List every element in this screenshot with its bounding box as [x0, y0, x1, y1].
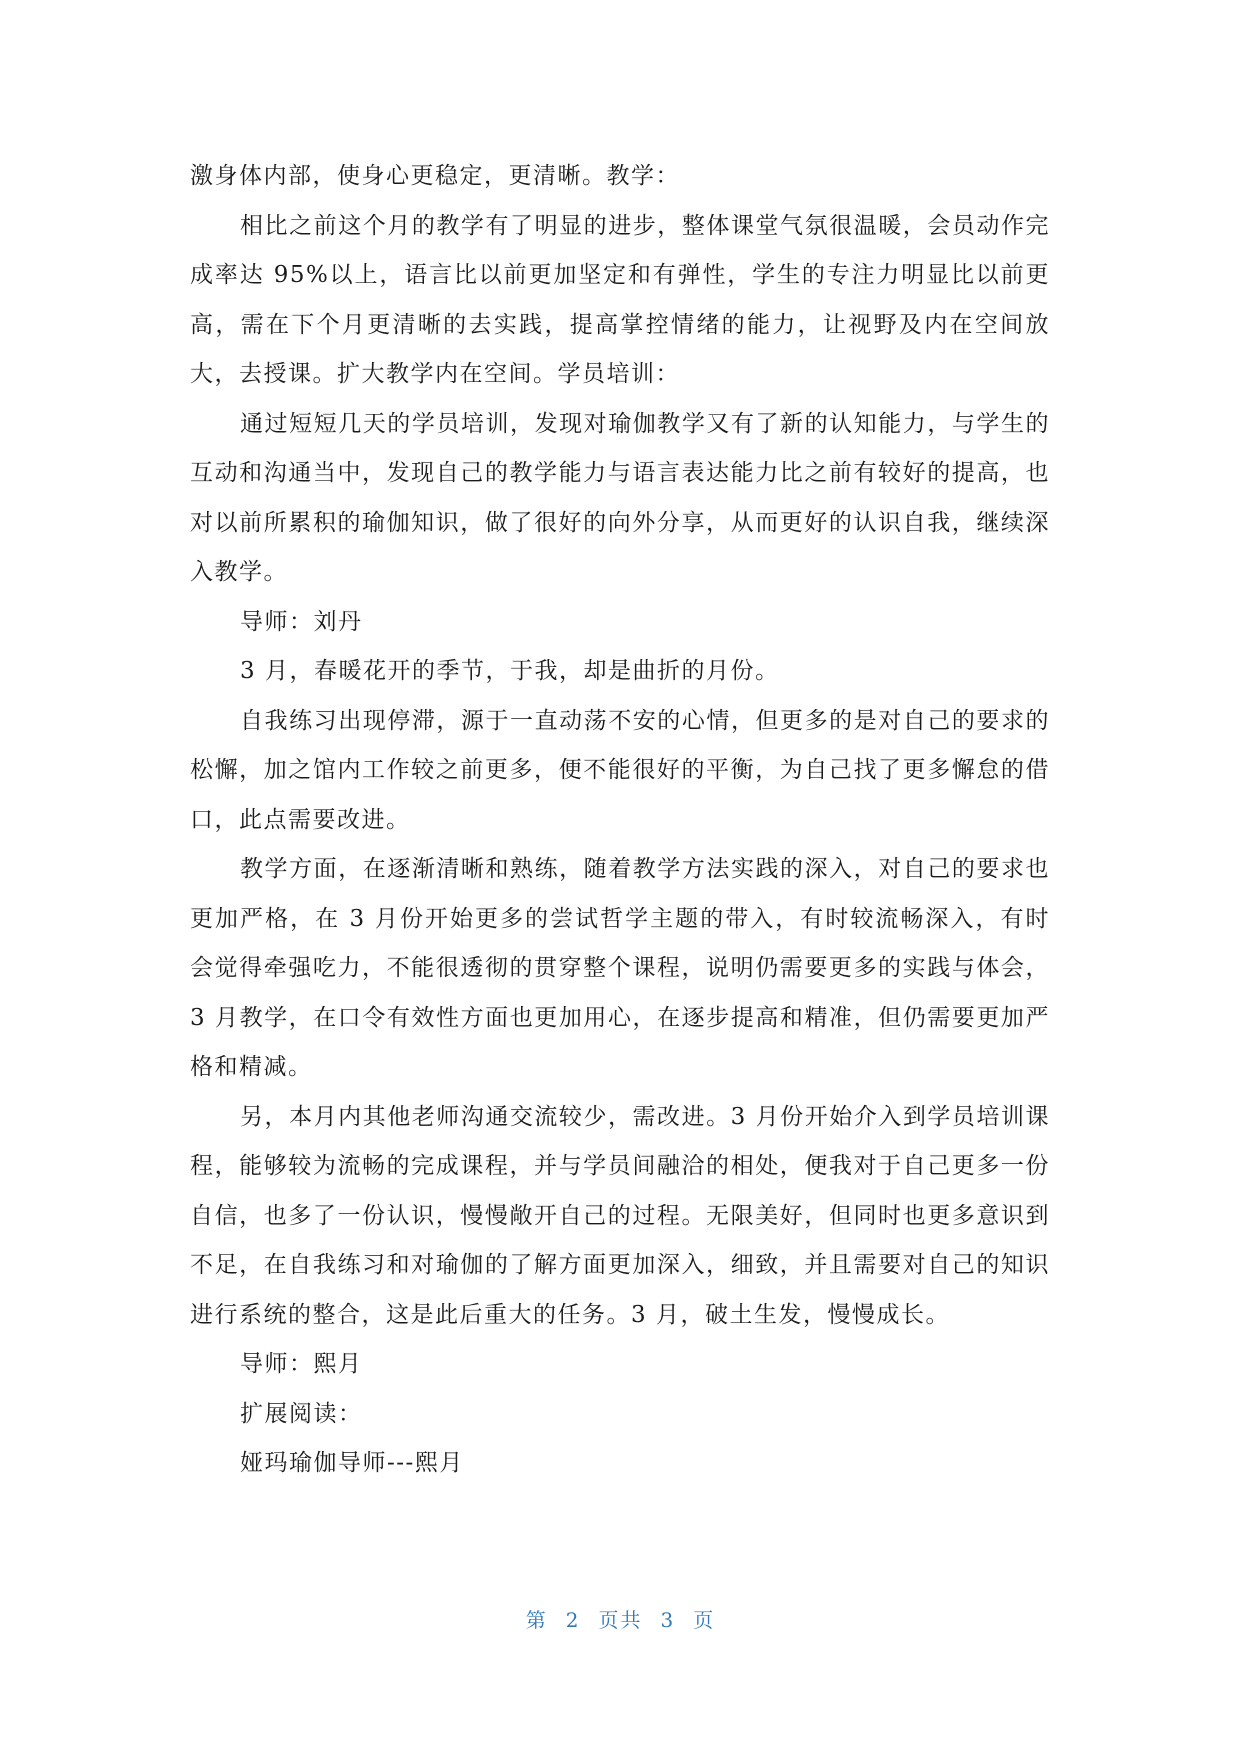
footer-middle: 页共 — [598, 1608, 643, 1632]
footer-prefix: 第 — [525, 1608, 548, 1632]
paragraph-6: 自我练习出现停滞，源于一直动荡不安的心情，但更多的是对自己的要求的松懈，加之馆内工作较之前更多，便不能很好的平衡，为自己找了更多懈怠的借口，此点需要改进。 — [190, 707, 1050, 833]
document-body — [190, 152, 1050, 1489]
paragraph-2: 相比之前这个月的教学有了明显的进步，整体课堂气氛很温暖，会员动作完成率达 95%以上，语言比以前更加坚定和有弹性，学生的专注力明显比以前更高，需在下个月更清晰的去实践，提高掌控情绪的能力，让视野及内在空间放大，去授课。扩大教学内在空间。学员培训： — [190, 212, 1050, 387]
extended-reading-link: 娅玛瑜伽导师---熙月 — [240, 1450, 464, 1476]
footer-total-pages: 3 — [660, 1608, 676, 1632]
paragraph-5: 3 月，春暖花开的季节，于我，却是曲折的月份。 — [240, 658, 780, 684]
paragraph-3: 通过短短几天的学员培训，发现对瑜伽教学又有了新的认知能力，与学生的互动和沟通当中，发现自己的教学能力与语言表达能力比之前有较好的提高，也对以前所累积的瑜伽知识，做了很好的向外分享，从而更好的认识自我，继续深入教学。 — [190, 410, 1050, 585]
paragraph-7: 教学方面，在逐渐清晰和熟练，随着教学方法实践的深入，对自己的要求也更加严格，在 3 月份开始更多的尝试哲学主题的带入，有时较流畅深入，有时会觉得牵强吃力，不能很透彻的贯穿整个课程，说明仍需要更多的实践与体会，3 月教学，在口令有效性方面也更加用心，在逐步提高和精准，但仍需要更加严格和精减。 — [190, 856, 1050, 1080]
mentor-line-xiyue: 导师：熙月 — [240, 1351, 363, 1377]
footer-suffix: 页 — [693, 1608, 716, 1632]
mentor-line-liudan: 导师：刘丹 — [240, 608, 363, 635]
page-number-footer — [0, 1604, 1241, 1633]
footer-current-page: 2 — [565, 1608, 581, 1632]
paragraph-1: 激身体内部，使身心更稳定，更清晰。教学： — [190, 163, 680, 189]
extended-reading-heading: 扩展阅读： — [240, 1400, 363, 1427]
paragraph-8: 另，本月内其他老师沟通交流较少，需改进。3 月份开始介入到学员培训课程，能够较为流畅的完成课程，并与学员间融洽的相处，便我对于自己更多一份自信，也多了一份认识，慢慢敞开自己的过程。无限美好，但同时也更多意识到不足，在自我练习和对瑜伽的了解方面更加深入，细致，并且需要对自己的知识进行系统的整合，这是此后重大的任务。3 月，破土生发，慢慢成长。 — [190, 1103, 1050, 1328]
